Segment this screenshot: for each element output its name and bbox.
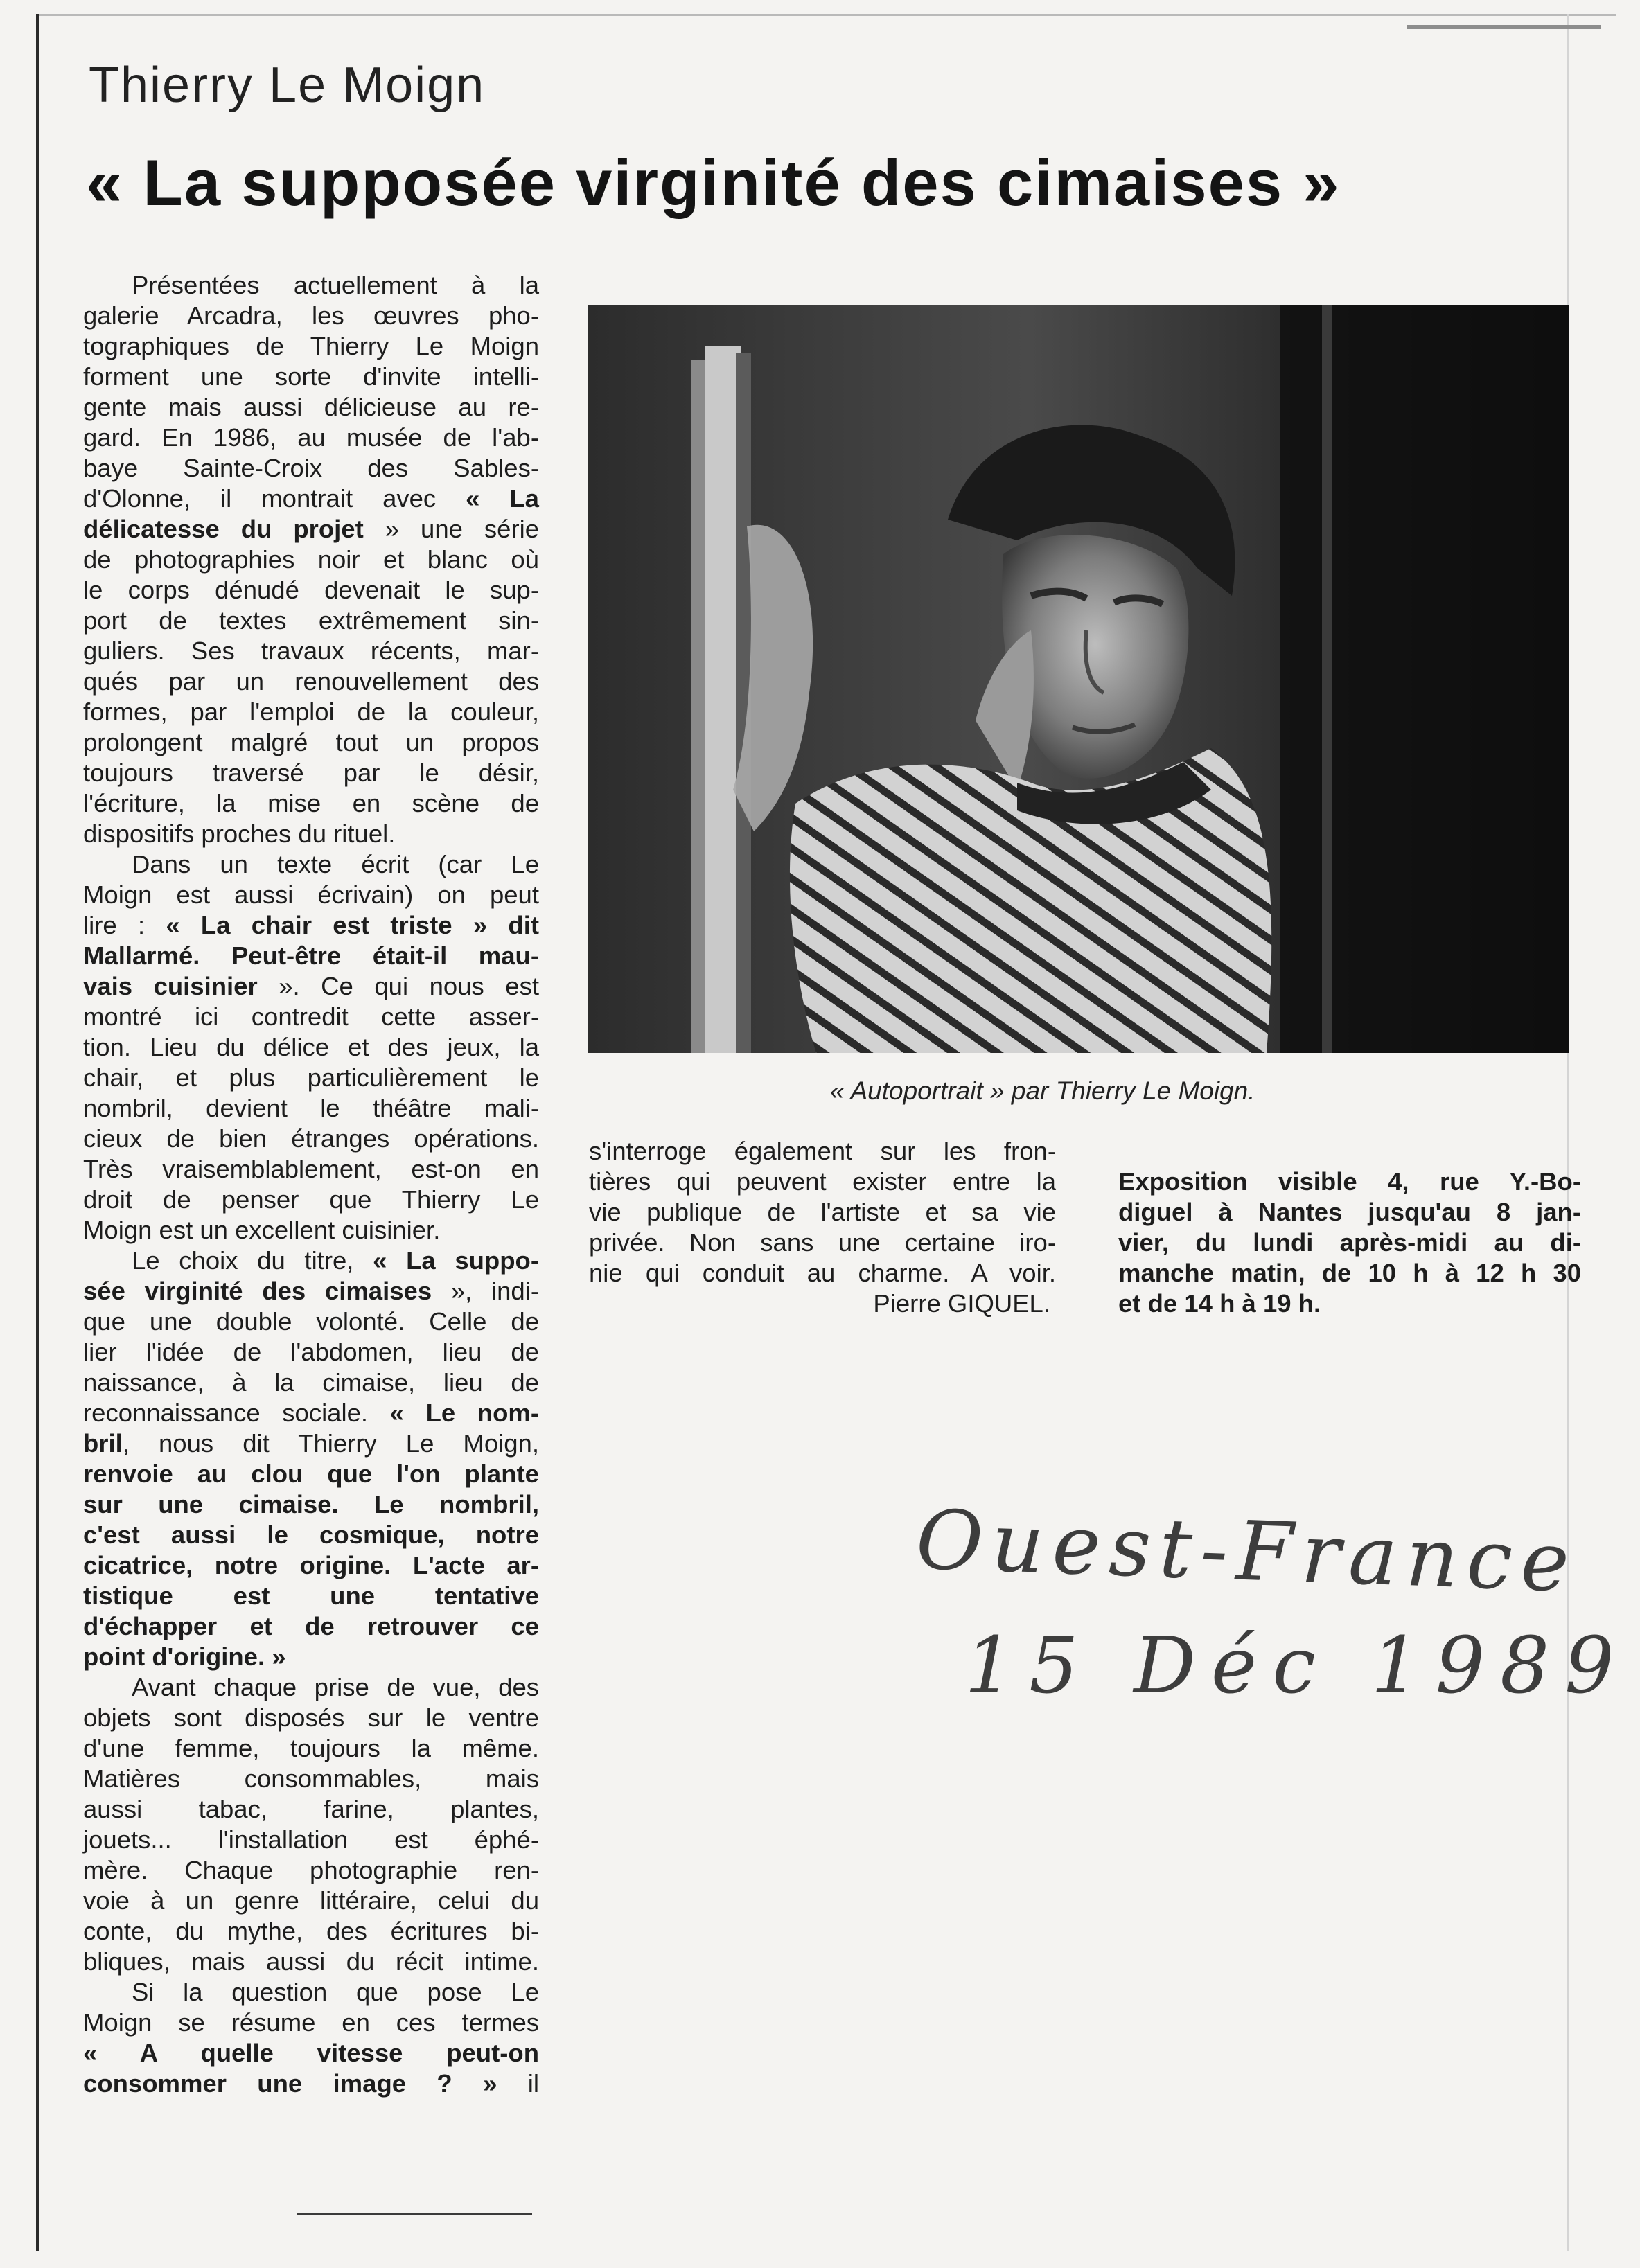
text-line: Mallarmé. Peut-être était-il mau- xyxy=(83,941,539,970)
text-line: lier l'idée de l'abdomen, lieu de xyxy=(83,1338,539,1366)
text-line xyxy=(83,1246,539,1276)
text-line: c'est aussi le cosmique, notre xyxy=(83,1521,539,1549)
text-run: » une série xyxy=(363,515,540,543)
text-line: s'interroge également sur les fron- xyxy=(589,1137,1056,1165)
text-run: lire : xyxy=(83,911,166,939)
text-run: reconnaissance sociale. xyxy=(83,1399,390,1427)
text-line: renvoie au clou que l'on plante xyxy=(83,1460,539,1488)
text-line: vier, du lundi après-midi au di- xyxy=(1118,1228,1581,1257)
bold-run: « Le nom- xyxy=(389,1399,539,1427)
text-run: Le choix du titre, xyxy=(132,1246,373,1275)
photo-portrait xyxy=(588,305,1569,1053)
text-line: vie publique de l'artiste et sa vie xyxy=(589,1198,1056,1226)
text-line: Présentées actuellement à la xyxy=(132,271,539,299)
text-line: gente mais aussi délicieuse au re- xyxy=(83,393,539,421)
text-line: port de textes extrêmement sin- xyxy=(83,606,539,635)
page-edge-top xyxy=(36,14,1616,16)
text-line: et de 14 h à 19 h. xyxy=(1118,1289,1321,1318)
text-line: nie qui conduit au charme. A voir. xyxy=(589,1259,1056,1287)
text-line xyxy=(83,484,539,514)
bold-run: délicatesse du projet xyxy=(83,515,364,543)
text-line: que une double volonté. Celle de xyxy=(83,1307,539,1336)
text-line: voie à un genre littéraire, celui du xyxy=(83,1886,539,1915)
text-line: galerie Arcadra, les œuvres pho- xyxy=(83,301,539,330)
article-column-2 xyxy=(589,1136,1056,1319)
text-line xyxy=(83,971,539,1002)
text-run: », indi- xyxy=(432,1277,539,1305)
author-signature: Pierre GIQUEL. xyxy=(873,1289,1050,1318)
text-line xyxy=(83,1398,539,1428)
bold-run: « La xyxy=(466,484,539,513)
text-line: aussi tabac, farine, plantes, xyxy=(83,1795,539,1823)
text-line: d'une femme, toujours la même. xyxy=(83,1734,539,1762)
text-line: dispositifs proches du rituel. xyxy=(83,820,396,848)
text-line: montré ici contredit cette asser- xyxy=(83,1002,539,1031)
text-line: le corps dénudé devenait le sup- xyxy=(83,576,539,604)
article-column-1 xyxy=(83,270,539,2099)
text-line: Moign est aussi écrivain) on peut xyxy=(83,880,539,909)
text-line: privée. Non sans une certaine iro- xyxy=(589,1228,1056,1257)
text-line: Moign se résume en ces termes xyxy=(83,2008,539,2037)
article-kicker: Thierry Le Moign xyxy=(89,57,486,113)
text-line xyxy=(83,1276,539,1306)
text-line: sur une cimaise. Le nombril, xyxy=(83,1490,539,1518)
text-line: de photographies noir et blanc où xyxy=(83,545,539,574)
text-line: chair, et plus particulièrement le xyxy=(83,1063,539,1092)
bold-run: « La suppo- xyxy=(373,1246,539,1275)
text-line: point d'origine. » xyxy=(83,1642,286,1671)
text-line: nombril, devient le théâtre mali- xyxy=(83,1094,539,1122)
text-run: d'Olonne, il montrait avec xyxy=(83,484,466,513)
text-line: Dans un texte écrit (car Le xyxy=(132,850,539,878)
bold-run: vais cuisinier xyxy=(83,972,258,1000)
text-line: prolongent malgré tout un propos xyxy=(83,728,539,756)
text-line: bliques, mais aussi du récit intime. xyxy=(83,1947,539,1976)
text-line: tion. Lieu du délice et des jeux, la xyxy=(83,1033,539,1061)
text-run: il xyxy=(497,2069,539,2098)
text-line xyxy=(83,2068,539,2099)
article-photo xyxy=(588,305,1569,1053)
text-line: toujours traversé par le désir, xyxy=(83,759,539,787)
text-line: l'écriture, la mise en scène de xyxy=(83,789,539,817)
text-line: gard. En 1986, au musée de l'ab- xyxy=(83,423,539,452)
handwritten-date: 15 Déc 1989 xyxy=(964,1621,1630,1711)
text-line: Avant chaque prise de vue, des xyxy=(132,1673,539,1701)
text-run: ». Ce qui nous est xyxy=(257,972,539,1000)
text-line: Moign est un excellent cuisinier. xyxy=(83,1216,441,1244)
text-line: tières qui peuvent exister entre la xyxy=(589,1167,1056,1196)
column-rule-left xyxy=(36,14,39,2251)
text-line xyxy=(83,910,539,941)
text-line xyxy=(83,1428,539,1459)
text-line: guliers. Ses travaux récents, mar- xyxy=(83,637,539,665)
bold-run: « La chair est triste » dit xyxy=(166,911,539,939)
text-line: tistique est une tentative xyxy=(83,1582,539,1610)
text-line: Si la question que pose Le xyxy=(132,1978,539,2006)
text-line: Matières consommables, mais xyxy=(83,1764,539,1793)
text-line: forment une sorte d'invite intelli- xyxy=(83,362,539,391)
text-line: Exposition visible 4, rue Y.-Bo- xyxy=(1118,1167,1581,1196)
article-headline: « La supposée virginité des cimaises » xyxy=(86,146,1341,219)
text-line: conte, du mythe, des écritures bi- xyxy=(83,1917,539,1945)
text-line: « A quelle vitesse peut-on xyxy=(83,2039,539,2067)
bold-run: bril xyxy=(83,1429,123,1458)
photo-caption: « Autoportrait » par Thierry Le Moign. xyxy=(830,1077,1255,1105)
text-line: cicatrice, notre origine. L'acte ar- xyxy=(83,1551,539,1579)
text-line: tographiques de Thierry Le Moign xyxy=(83,332,539,360)
text-line: jouets... l'installation est éphé- xyxy=(83,1825,539,1854)
text-line: d'échapper et de retrouver ce xyxy=(83,1612,539,1640)
exhibition-info xyxy=(1118,1167,1581,1319)
bottom-rule xyxy=(297,2213,532,2215)
text-line: mère. Chaque photographie ren- xyxy=(83,1856,539,1884)
bold-run: sée virginité des cimaises xyxy=(83,1277,432,1305)
text-line: objets sont disposés sur le ventre xyxy=(83,1703,539,1732)
text-line: manche matin, de 10 h à 12 h 30 xyxy=(1118,1259,1581,1287)
text-line xyxy=(83,514,539,544)
text-line: naissance, à la cimaise, lieu de xyxy=(83,1368,539,1397)
text-line: baye Sainte-Croix des Sables- xyxy=(83,454,539,482)
text-line: Très vraisemblablement, est-on en xyxy=(83,1155,539,1183)
bold-run: consommer une image ? » xyxy=(83,2069,497,2098)
text-run: , nous dit Thierry Le Moign, xyxy=(122,1429,539,1458)
text-line: diguel à Nantes jusqu'au 8 jan- xyxy=(1118,1198,1581,1226)
handwritten-source: Ouest-France xyxy=(914,1491,1580,1611)
top-rule xyxy=(1407,25,1601,29)
text-line: droit de penser que Thierry Le xyxy=(83,1185,539,1214)
text-line: qués par un renouvellement des xyxy=(83,667,539,696)
text-line: cieux de bien étranges opérations. xyxy=(83,1124,539,1153)
text-line: formes, par l'emploi de la couleur, xyxy=(83,698,539,726)
